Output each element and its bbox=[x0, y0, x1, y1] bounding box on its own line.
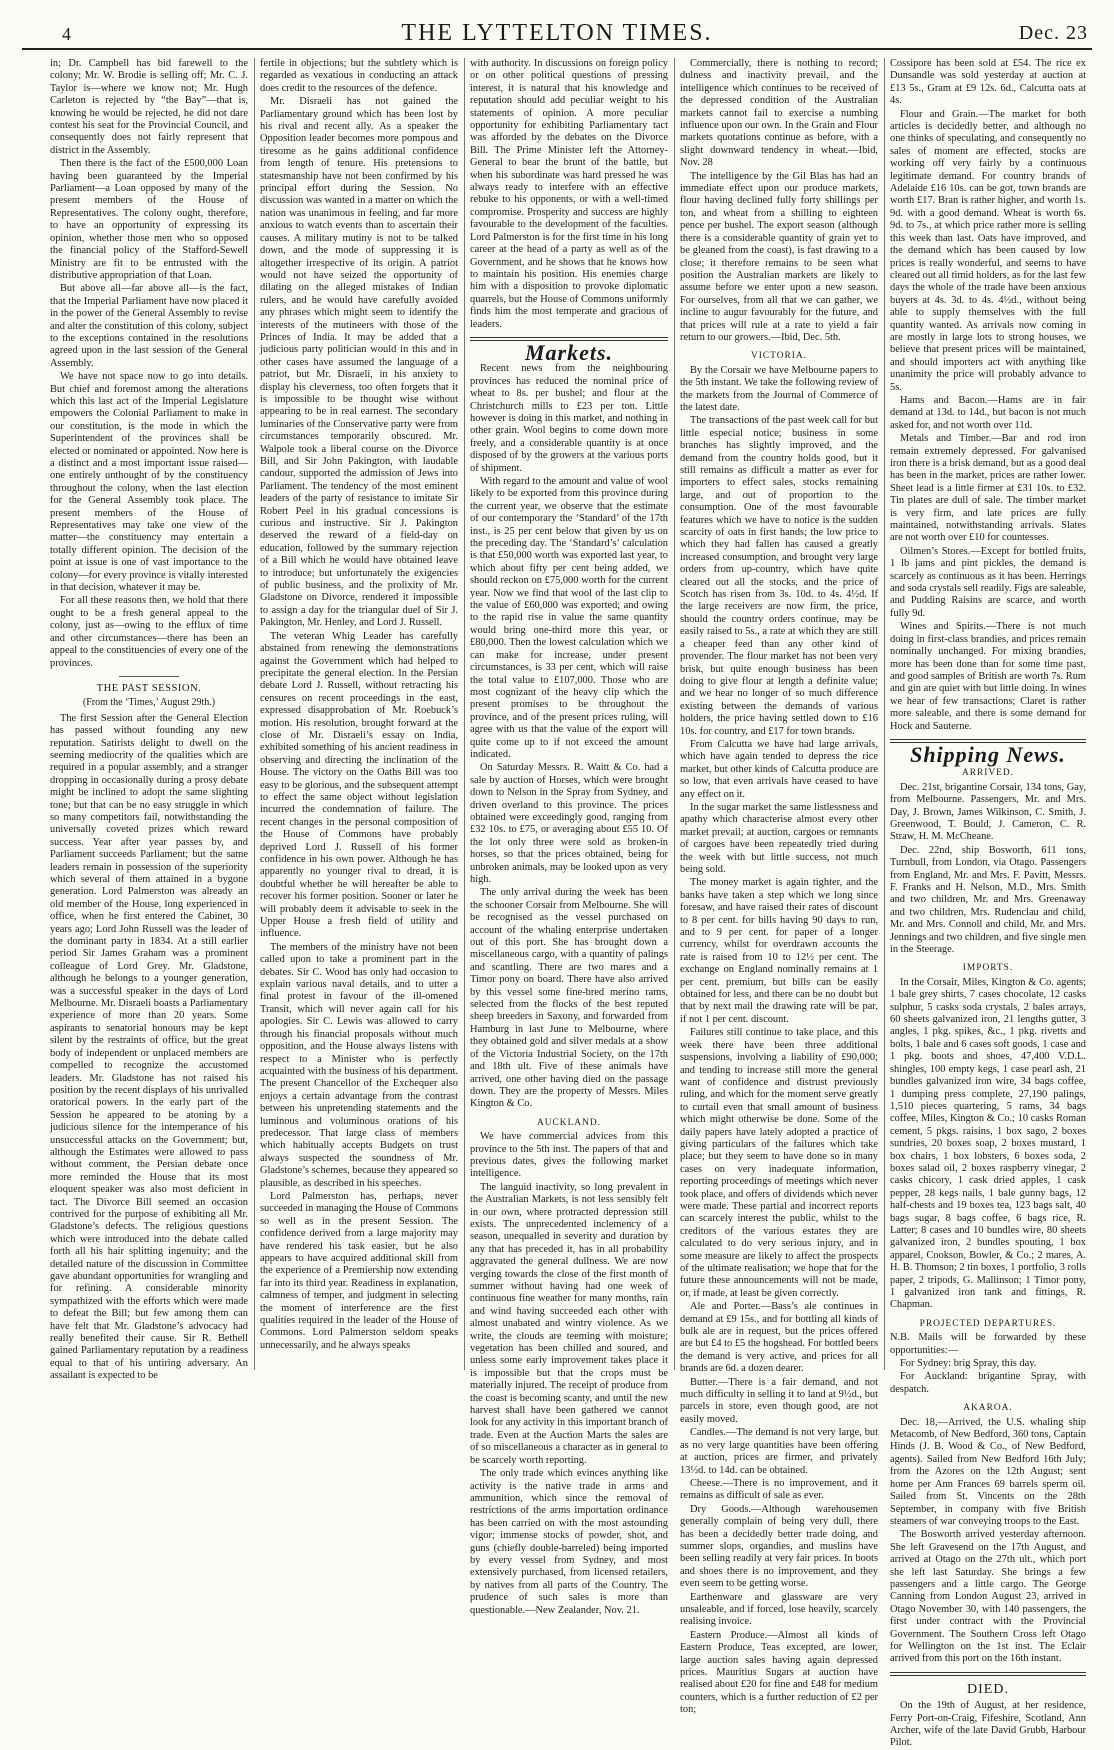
subheading-arrived: ARRIVED. bbox=[961, 768, 1014, 779]
page-number: 4 bbox=[62, 24, 71, 44]
column-3 bbox=[470, 58, 668, 1616]
column-4 bbox=[680, 58, 878, 1716]
paragraph: We have not space now to go into details. But chief and foremost among the alterations which this last act of the Imperial Legislature empowers the Colonial Parliament to make in our constitution, is the mode in which the Superintendent of the provinces shall be elected or nominated or appointed. Now here is a distinct and a most important issue raised—one entirely unthought of by the constituency throughout the colony, when the last election for the General Assembly took place. The present members of the House of Representatives may take one view of the matter—the constituency may entertain a totally different opinion. The decision of the point at issue is one of vast importance to the colony—for every province is vitally interested in that decision, whatever it may be. bbox=[50, 371, 248, 594]
column-2 bbox=[260, 58, 458, 1370]
subheading-akaroa: AKAROA. bbox=[963, 1403, 1013, 1414]
paragraph: The transactions of the past week call for but little especial notice; business in some branches has slightly improved, and the demand from the country holds good, but it still remains as difficult a matter as ever for importers to effect sales, stocks remaining large, and out of proportion to the consumption. One of the most favourable features which we have to notice is the sudden scarcity of oats in first hands; the low price to which they had fallen has caused a greatly increased consumption, and brought very large orders from up-country, which have quite cleared out all the stocks, and the price of Scotch has risen from 3s. 10d. to 4s. 4½d. If the large receivers are now firm, the price, should the country orders continue, may be easily raised to 5s., a rate at which they are still a cheaper feed than any other kind of provender. The flour market has not been very brisk, but quite enough business has been doing to give flour at length a definite value; and we hear no longer of so much difference existing between the demands of various holders, the price having settled down to £16 10s. for country, and £17 for town brands. bbox=[680, 415, 878, 737]
paragraph: with authority. In discussions on foreign policy or on other political questions of pressing interest, it is natural that his knowledge and reputation should add peculiar weight to his statements of opinion. A more peculiar opportunity for exhibiting Parliamentary tact was afforded by the debates on the Divorce Bill. The Prime Minister left the Attorney-General to bear the brunt of the battle, but when his subordinate was hard pressed he was always ready to interfere with an effective rebuke to his opponents, or with a well-timed compromise. Prosperity and success are highly favourable to the development of the faculties. Lord Palmerston is for the first time in his long career at the head of a party as well as of the Government, and he shows that he knows how to maintain his position. His enemies charge him with a disposition to provoke diplomatic quarrels, but the House of Commons uniformly finds him the most temperate and gracious of leaders. bbox=[470, 58, 668, 330]
paragraph: For all these reasons then, we hold that there ought to be a fresh general appeal to the colony, just as—owing to the efflux of time and other circumstances—there has been an appeal to the constituencies of every one of the provinces. bbox=[50, 595, 248, 669]
paragraph: The only trade which evinces anything like activity is the native trade in arms and ammunition, which since the removal of restrictions of the arms importation ordinance has been carried on with the most astounding vigor; immense stocks of powder, shot, and guns (chiefly double-barreled) being imported by every vessel from Sydney, and most extensively purchased, from licensed retailers, by natives from all parts of the Country. The prudence of such sales is more than questionable.—New Zealander, Nov. 21. bbox=[470, 1468, 668, 1616]
paragraph: With regard to the amount and value of wool likely to be exported from this province during the current year, we observe that the estimate of our contemporary the ‘Standard’ of the 17th inst., is 25 per cent below that given by us on the preceding day. The ‘Standard’s’ calculation is that £50,000 worth was exported last year, to which about fifty per cent being added, we should reckon on £75,000 worth for the current year. Now we find that wool of the last clip to the value of £60,000 was exported; and owing to the rapid rise in value the same quantity would bring one-third more this year, or £80,000. Then the lowest calculation which we can make for increase, under present circumstances, is 33 per cent, which will raise the total value to £107,000. Those who are most cognizant of the heavy clip which the present promises to be throughout the province, and of the present prices ruling, will agree with us that the value of the export will quite come up to if not exceed the amount indicated. bbox=[470, 476, 668, 760]
paragraph: The first Session after the General Election has passed without founding any new reputation. Satirists delight to dwell on the seeming mediocrity of the qualities which are required in a popular assembly, and a stranger dropping in occasionally during a prosy debate might be inclined to adopt the same slighting tone; but that can be no easy struggle in which so many competitors fail, notwithstanding the universally coveted prizes which reward success. Year after year passes by, and Parliament succeeds Parliament; but the same leaders remain in possession of the superiority which several of them attained in a bygone generation. Lord Palmerston was already an old member of the House, long experienced in office, when he first entered the Cabinet, 30 years ago; Lord John Russell was the leader of the dominant party in 1834. At a still earlier period Sir James Graham was a prominent colleague of Lord Grey. Mr. Gladstone, although he belongs to a younger generation, was a successful speaker in the days of Lord Melbourne. Mr. Disraeli boasts a Parliamentary experience of more than 20 years. Some aspirants to senatorial honours may be kept silent by the restraints of office, but the great body of independent or unplaced members are compelled to recognize the accustomed leaders. Mr. Gladstone has not raised his position by the recent displays of his unrivalled oratorical powers. In the early part of the Session he appeared to be atoning by a judicious silence for the intemperance of his unsuccessful attacks on the Government; but, although the Estimates were allowed to pass without comment, the Persian debate once more reminded the House that its most eloquent speaker was also most deficient in tact. The Divorce Bill seemed an occasion contrived for the purpose of exhibiting all Mr. Gladstone’s defects. The religious questions which were introduced into the debate called forth all his hair splitting ingenuity; and the detailed nature of the discussion in Committee gave abundant opportunities for wrangling and for refining. A considerable minority sympathized with the efforts which were made to defeat the Bill; but few among them can have felt that Mr. Gladstone’s advocacy had really benefited their cause. Sir R. Bethell gained Parliamentary reputation by a readiness equal to that of his untiring adversary. An assailant is expected to be bbox=[50, 712, 248, 1382]
section-heading-victoria: VICTORIA. bbox=[751, 351, 807, 362]
section-heading-past-session: THE PAST SESSION. bbox=[96, 682, 202, 694]
paragraph: For Sydney: brig Spray, this day. bbox=[900, 1358, 1037, 1370]
paragraph: Recent news from the neighbouring provinces has reduced the nominal price of wheat to 8s. per bushel; and flour at the Christchurch mills to £23 per ton. Little however is doing in this market, and nothing in other grain. Wool begins to come down more freely, and a considerable quantity is at once disposed of by the growers at the various ports of shipment. bbox=[470, 363, 668, 474]
paragraph: For Auckland: brigantine Spray, with despatch. bbox=[890, 1371, 1086, 1395]
paragraph: Flour and Grain.—The market for both articles is decidedly better, and although no one thinks of speculating, and consequently no sales of moment are effected, stocks are working off very fairly by a continuous legitimate demand. For country brands of Adelaide £16 10s. can be got, town brands are worth £17. Bran is rather higher, and worth 1s. 9d. with a good demand. Wheat is worth 6s. 9d. to 7s., at which price rather more is selling this week than last. Oats have improved, and the demand which has been caused by low prices is really wonderful, and seems to have cleared out all timid holders, as for the last few days the whole of the trade have been anxious buyers at 4s. 3d. to 4s. 4½d., without being able to supply themselves with the full quantity wanted. As arrivals now coming in are mostly in large lots to strong houses, we believe that present prices will be maintained, and should importers act with anything like unanimity the price will probably advance to 5s. bbox=[890, 108, 1086, 393]
paragraph: The veteran Whig Leader has carefully abstained from renewing the demonstrations against the Government which had helped to precipitate the general election. In the Persian debate Lord J. Russell, without retracting his censures on recent proceedings in the east, expressed disapprobation of Mr. Roebuck’s motion. His resolution, brought forward at the close of Mr. Disraeli’s essay on India, exhibited something of his ancient readiness in observing and directing the inclination of the House. The victory on the Oaths Bill was too easy to be glorious, and the subsequent attempt to effect the same object without legislation incurred the condemnation of failure. The recent changes in the personal composition of the House of Commons have probably deprived Lord J. Russell of his former confidence in his own power. Although he has apparently no younger rival to dread, it is doubtful whether he will hereafter be able to recover his former position. Sooner or later he will probably deem it advisable to seek in the Upper House a fresh field of utility and influence. bbox=[260, 630, 458, 940]
section-heading-auckland: AUCKLAND. bbox=[537, 1117, 601, 1128]
paragraph: Cossipore has been sold at £54. The rice ex Dunsandle was sold yesterday at auction at £13 5s., Gram at £9 12s. 6d., Calcutta oats at 4s. bbox=[890, 58, 1086, 107]
paragraph: The Bosworth arrived yesterday afternoon. She left Gravesend on the 17th August, and arrived at Otago on the 27th ult., which port she left last Saturday. She brings a few passengers and a little cargo. The George Canning from London August 23, arrived in Otago November 30, with 140 passengers, the first under contract with the Provincial Government. The Southern Cross left Otago for Wellington on the 1st inst. The Eclair arrived from this port on the 16th instant. bbox=[890, 1529, 1086, 1665]
subheading-imports: IMPORTS. bbox=[962, 963, 1014, 974]
column-rule bbox=[464, 58, 465, 1370]
divider bbox=[119, 676, 179, 677]
column-1 bbox=[50, 58, 248, 1382]
masthead bbox=[22, 16, 1092, 50]
paragraph: The languid inactivity, so long prevalent in the Australian Markets, is not less sensibly felt in our own, where protracted depression still exists. The unprecedented inclemency of a season, unequalled in severity and duration by any that has preceded it, has in all probability aggravated the general dullness. We are now verging towards the close of the first month of summer without having had one week of continuous fine weather for many months, rain and wind having succeeded each other with almost unabated and wintry violence. As we write, the clouds are teeming with moisture; vegetation has been chilled and soured, and unless some early improvement takes place it is impossible but that the crops must be materially injured. The receipt of produce from the coast is becoming scanty, and until the new harvest shall have been gathered we cannot look for any activity in this important branch of trade. Even at the Auction Marts the sales are of so miscellaneous a character as in general to be scarcely worth reporting. bbox=[470, 1181, 668, 1466]
paragraph: In the Corsair, Miles, Kington & Co. agents; 1 bale grey shirts, 7 cases chocolate, 12 casks sulphur, 5 casks soda crystals, 2 bales arrays, 60 sheets galvanized iron, 21 lengths gutter, 3 angles, 1 pkg. spikes, &c., 1 pkg. rivetts and bolts, 1 bale and 6 cases soft goods, 1 case and 1 pkg. boots and shoes, 47,400 V.D.L. shingles, 100 empty kegs, 1 case pearl ash, 21 bundles galvanized iron wire, 34 bags coffee, 1 dumping press complete, 27,190 palings, 1,510 pieces quartering, 5 rams, 34 bags coffee, Miles, Kington & Co.; 10 casks Roman cement, 5 pkgs. raisins, 1 box sago, 2 boxes sundries, 20 boxes soap, 2 boxes mustard, 1 box chairs, 1 box lobsters, 6 boxes soda, 2 boxes salad oil, 2 boxes raspberry vinegar, 2 casks chicory, 1 cask dried apples, 1 cask pepper, 28 kegs nails, 1 bale gunny bags, 12 half-chests and 19 boxes tea, 123 bags salt, 40 bags sugar, 8 bags coffee, 6 bags rice, R. Latter; 8 cases and 10 bundles wire, 80 sheets galvanized iron, 2 bundles spouting, 1 box apparel, Cookson, Bowler, & Co.; 2 mares, A. H. B. Thomson; 2 tin boxes, 1 portfolio, 3 rolls paper, 2 tripods, G. Mallinson; 1 Timor pony, 1 galvanized iron tank and fittings, R. Chapman. bbox=[890, 976, 1086, 1311]
paragraph: Dry Goods.—Although warehousemen generally complain of being very dull, there has been a decidedly better trade doing, and summer slops, organdies, and muslins have been selling readily at very fair prices. In boots and shoes there is no improvement, and they even seem to be getting worse. bbox=[680, 1503, 878, 1590]
paragraph: Candles.—The demand is not very large, but as no very large quantities have been offering at auction, prices are firmer, and privately 13½d. to 14d. can be obtained. bbox=[680, 1427, 878, 1476]
paragraph: Dec. 21st, brigantine Corsair, 134 tons, Gay, from Melbourne. Passengers, Mr. and Mrs. Day, J. Brown, James Wilkinson, C. Smith, J. Greenwood, T. Bould, J. Cameron, C. R. Straw, H. M. McCheane. bbox=[890, 781, 1086, 843]
paragraph: in; Dr. Campbell has bid farewell to the colony; Mr. W. Brodie is selling off; Mr. C. J. Taylor is—where we know not; Mr. Hugh Carleton is rejected by “the Bay”—that is, knowing he would be rejected, he did not dare contest his seat for the Provincial Council, and consequently does not fairly represent that district in the Assembly. bbox=[50, 58, 248, 156]
paragraph: Dec. 18,—Arrived, the U.S. whaling ship Metacomb, of New Bedford, 360 tons, Captain Hinds (J. B. Wood & Co., of New Bedford, agents). Sailed from New Bedford 16th July; from the Azores on the 12th August; sent home per Ann Frances 69 barrels sperm oil. Sailed from St. Vincents on the 28th September, in company with five British steamers of war conveying troops to the East. bbox=[890, 1416, 1086, 1527]
paragraph: Failures still continue to take place, and this week there have been three additional suspensions, involving a liability of £90,000; and tending to increase still more the general want of confidence and distrust previously ruling, and which for the moment serve greatly to curtail even that small amount of business which might otherwise be done. Some of the daily papers have lately adopted a practice of giving particulars of the failures which take place; but they seem to have done so in many cases on very inadequate information, reporting proceedings of meetings which never took place, and offers of dividends which never were made. These partial and incorrect reports can scarcely interest the public, whilst to the creditors of the various estates they are calculated to do very serious injury, and in some measure are likely to affect the prospects of the ultimate realisation; we hope that for the future these announcements will not be made, or, if made, at least be given correctly. bbox=[680, 1027, 878, 1299]
paragraph: fertile in objections; but the subtlety which is regarded as vexatious in conducting an attack does credit to the resources of the defence. bbox=[260, 58, 458, 94]
paragraph: From Calcutta we have had large arrivals, which have again tended to depress the rice market, but other kinds of Calcutta produce are so low, that even arrivals have ceased to have any effect on it. bbox=[680, 738, 878, 800]
paragraph: On the 19th of August, at her residence, Ferry Port-on-Craig, Fifeshire, Scotland, Ann Archer, wife of the late David Grubb, Harbour Pilot. bbox=[890, 1700, 1086, 1749]
paragraph: Metals and Timber.—Bar and rod iron remain extremely depressed. For galvanised iron there is a brisk demand, but as a good deal has been in the market, prices are rather lower. Sheet lead is a little firmer at £31 10s. to £32. Tin plates are dull of sale. The timber market is very firm, and late prices are fully maintained, notwithstanding arrivals. Slates are not worth over £10 for countesses. bbox=[890, 433, 1086, 544]
subheading-projected-departures: PROJECTED DEPARTURES. bbox=[919, 1318, 1057, 1329]
paragraph: The only arrival during the week has been the schooner Corsair from Melbourne. She will be recognised as the vessel purchased on account of the whaling enterprise undertaken out of this port. She has brought down a miscellaneous cargo, with a quantity of palings and scantling. There are two mares and a Timor pony on board. There have also arrived by this vessel some fine-bred merino rams, selected from the flocks of the best reputed sheep breeders in Saxony, and forwarded from Hamburg in last June to Melbourne, where they obtained gold and silver medals at a show of the Victoria Industrial Society, on the 17th and 18th ult. Five of these animals have arrived, one other having died on the passage down. They are the property of Messrs. Miles Kington & Co. bbox=[470, 887, 668, 1110]
paragraph: Hams and Bacon.—Hams are in fair demand at 13d. to 14d., but bacon is not much asked for, and not worth over 11d. bbox=[890, 394, 1086, 431]
paragraph: The intelligence by the Gil Blas has had an immediate effect upon our produce markets, flour having declined fully forty shillings per ton, and wheat from a shilling to eighteen pence per bushel. The export season (although there is a considerable quantity of grain yet to be gleaned from the coast), is fast drawing to a close; it therefore remains to be seen what position the Australian markets are likely to assume before we enter upon a new season. For ourselves, from all that we can gather, we incline to augur favourably for the future, and that prices will rule at a rate to yield a fair return to our growers.—Ibid, Dec. 5th. bbox=[680, 170, 878, 343]
paragraph: Eastern Produce.—Almost all kinds of Eastern Produce, Teas excepted, are lower, large auction sales having again depressed prices. Mauritius Sugars at auction have realised about £20 for fine and £48 for medium counters, which is a further reduction of £2 per ton; bbox=[680, 1629, 878, 1716]
paragraph: Earthenware and glassware are very unsaleable, and if forced, lose heavily, scarcely realising invoice. bbox=[680, 1591, 878, 1628]
section-heading-died: DIED. bbox=[967, 1681, 1009, 1697]
paragraph: The money market is again tighter, and the banks have taken a step which we long since foresaw, and have raised their rates of discount to 8 per cent. for bills having 90 days to run, and to 9 per cent. for paper of a longer currency, whilst for overdrawn accounts the rate is raised from 10 to 12½ per cent. The exchange on England nominally remains at 1 per cent. premium, but bills can be easily obtained for less, and there can be no doubt but that by next mail the drawing rate will be par, if not 1 per cent. discount. bbox=[680, 877, 878, 1025]
paragraph: Lord Palmerston has, perhaps, never succeeded in managing the House of Commons so well as in the present Session. The confidence derived from a large majority may have rendered his task easier, but he also appears to have acquired additional skill from the experience of a Premiership now extending far into its third year. Readiness in explanation, calmness of temper, and judgment in selecting the moment of interference are the first qualities required in the leader of the House of Commons. Lord Palmerston seldom speaks unnecessarily, and he always speaks bbox=[260, 1190, 458, 1351]
paragraph: Cheese.—There is no improvement, and it remains as difficult of sale as ever. bbox=[680, 1477, 878, 1502]
paragraph: Then there is the fact of the £500,000 Loan having been guaranteed by the Imperial Parliament—a Loan opposed by many of the present members of the House of Representatives. The colony ought, therefore, to have an opportunity of expressing its opinion, whether those men who so opposed the financial policy of the Stafford-Sewell Ministry are fit to be entrusted with the distributive appropriation of that Loan. bbox=[50, 158, 248, 281]
column-rule bbox=[884, 58, 885, 1370]
paragraph: We have commercial advices from this province to the 5th inst. The papers of that and previous dates, gives the following market intelligence. bbox=[470, 1131, 668, 1180]
paragraph: In the sugar market the same listlessness and apathy which characterise almost every other market prevail; at auction, cargoes or remnants of cargoes have been repeatedly tried during the week with but little success, not much being sold. bbox=[680, 801, 878, 875]
divider bbox=[890, 1672, 1086, 1676]
paragraph: But above all—far above all—is the fact, that the Imperial Parliament have now placed it in the power of the General Assembly to revise and alter the constitution of this colony, subject to the exceptions contained in the resolutions agreed upon in the last session of the General Assembly. bbox=[50, 283, 248, 369]
paragraph: Commercially, there is nothing to record; dulness and inactivity prevail, and the intelligence which continues to be received of the depressed condition of the Australian markets cannot fail to exercise a numbing influence upon our own. In the Grain and Flour markets quotations continue as before, with a slight downward tendency in wheat.—Ibid, Nov. 28 bbox=[680, 58, 878, 169]
section-heading-markets: Markets. bbox=[524, 339, 614, 365]
issue-date: Dec. 23 bbox=[1018, 22, 1088, 44]
paragraph: Oilmen’s Stores.—Except for bottled fruits, 1 lb jams and pint pickles, the demand is scarcely as continuous as it has been. Herrings and soda crystals sell readily. Figs are saleable, and Pudding Raisins are scarce, and worth fully 9d. bbox=[890, 545, 1086, 619]
section-source: (From the ‘Times,’ August 29th.) bbox=[82, 697, 216, 709]
paragraph: Dec. 22nd, ship Bosworth, 611 tons, Turnbull, from London, via Otago. Passengers from England, Mr. and Mrs. F. Pavitt, Messrs. F. Franks and H. Nelson, M.D., Mrs. Smith and two children, Mr. and Mrs. Greenaway and two children, Mrs. Rudenclau and child, Mr. and Mrs. Connoll and child, Mr. and Mrs. Jennings and two children, and five single men in the Steerage. bbox=[890, 844, 1086, 956]
paragraph: Butter.—There is a fair demand, and not much difficulty in selling it to land at 9½d., but parcels in store, even though good, are not easily moved. bbox=[680, 1376, 878, 1425]
paragraph: Wines and Spirits.—There is not much doing in first-class brandies, and prices remain nominally unchanged. For mixing brandies, more has been done than for some time past, and good samples of British are worth 7s. Rum and gin are quiet with but little doing. In wines we hear of few transactions; Claret is rather more saleable, and there is some demand for Hock and Sauterne. bbox=[890, 621, 1086, 732]
newspaper-title: THE LYTTELTON TIMES. bbox=[401, 20, 713, 46]
paragraph: On Saturday Messrs. R. Waitt & Co. had a sale by auction of Horses, which were brought down to Nelson in the Spray from Sydney, and driven overland to this province. The prices obtained were exceedingly good, ranging from £32 10s. to £75, or averaging about £55 10. Of the lot only three were sold as broken-in horses, so that the prices obtained, being for unbroken animals, may be looked upon as very high. bbox=[470, 762, 668, 885]
column-rule bbox=[254, 58, 255, 1370]
paragraph: Ale and Porter.—Bass’s ale continues in demand at £9 15s., and for bottling all kinds of bulk ale are in request, but the prices offered are but £4 to £5 the hogshead. For bottled beers the demand is very active, and prices for all brands are 6d. a dozen dearer. bbox=[680, 1301, 878, 1375]
paragraph: By the Corsair we have Melbourne papers to the 5th instant. We take the following review of the markets from the Journal of Commerce of the latest date. bbox=[680, 364, 878, 413]
paragraph: N.B. Mails will be forwarded by these opportunities:— bbox=[890, 1332, 1086, 1356]
column-5 bbox=[890, 58, 1086, 1749]
section-heading-shipping-news: Shipping News. bbox=[910, 741, 1066, 767]
paragraph: The members of the ministry have not been called upon to take a prominent part in the debates. Sir C. Wood has only had occasion to explain various naval details, and to utter a final protest in favour of the ill-omened Transit, which will never again call for his apologies. Sir C. Lewis was allowed to carry through his financial proposals without much opposition, and the House always listens with respect to a Minister who is perfectly acquainted with the business of his department. The present Chancellor of the Exchequer also enjoys a certain advantage from the contrast between his unpretending statements and the luminous and voluminous orations of his predecessor. That large class of members which habitually accepts Budgets on trust always suspected the soundness of Mr. Gladstone’s schemes, because they appeared so plausible, as described in his speeches. bbox=[260, 941, 458, 1189]
paragraph: Mr. Disraeli has not gained the Parliamentary ground which has been lost by his rival and recent ally. As a speaker the Opposition leader becomes more pompous and tiresome as he gains additional confidence from length of tenure. His pretensions to statesmanship have not been confirmed by his principal effort during the Session. No discussion was wanted in a matter on which the nation was unanimous in feeling, and far more anxious to watch events than to ascertain their causes. A military mutiny is not to be talked down, and the mode of suppressing it is altogether irrespective of its origin. A patriot would not have seized the opportunity of dilating on the alleged mistakes of Indian rulers, and he would have carefully avoided any phrases which might seem to identify the interests of the mutineers with those of the Princes of India. It may be added that a judicious party politician would in this and in other cases have assumed the language of a patriot, but Mr. Disraeli, in his anxiety to display his cleverness, too often forgets that it is impossible to be thought wise without appearing to be in real earnest. The secondary luminaries of the Conservative party were from circumstances temporarily obscured. Mr. Walpole took a liberal course on the Divorce Bill, and Sir John Pakington, with laudable candour, supported the admission of Jews into Parliament. The tendency of the most eminent leaders of the party of resistance to imitate Sir Robert Peel in his gradual concessions is curious and instructive. Sir J. Pakington deserved the reward of a field-day on education, followed by the summary rejection of a Bill which he would have obtained leave to introduce; but unfortunately the exigencies of public business, and the prolixity of Mr. Gladstone on Divorce, rendered it impossible to assign a day for the triangular duel of Sir J. Pakington, Mr. Henley, and Lord J. Russell. bbox=[260, 96, 458, 629]
column-rule bbox=[674, 58, 675, 1370]
